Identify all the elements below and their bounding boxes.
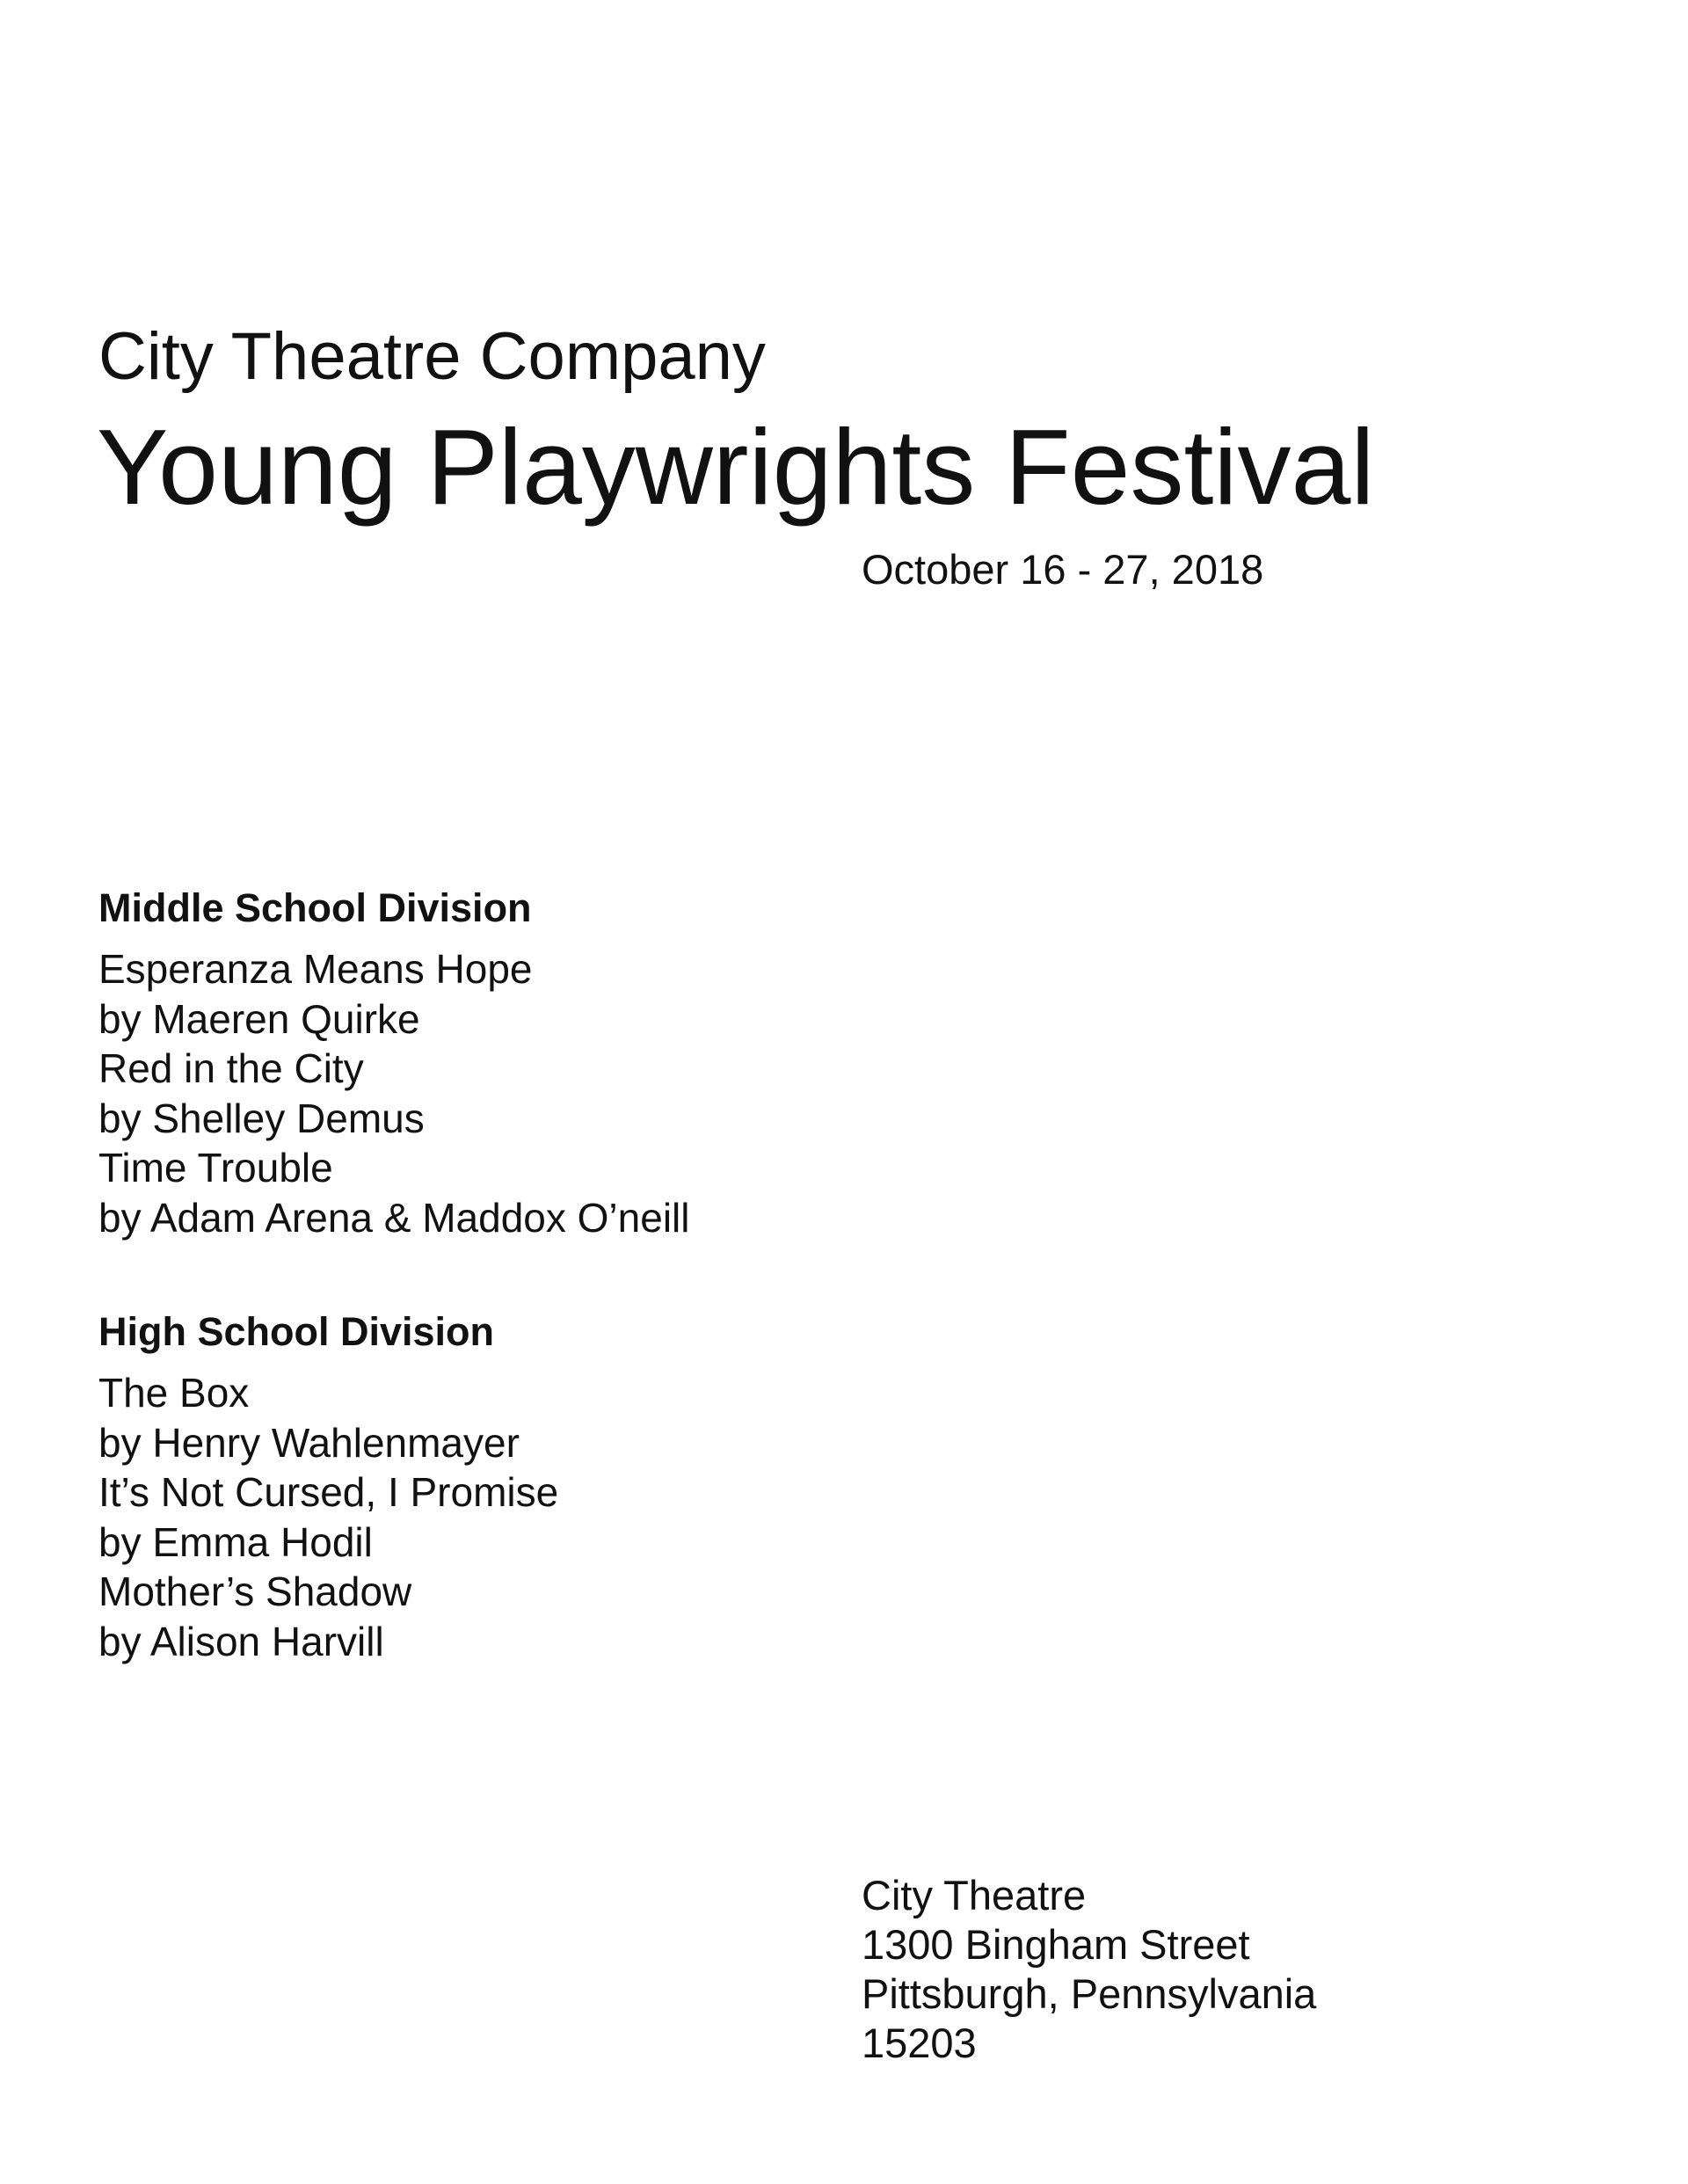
play-title: Red in the City [98,1045,364,1091]
play-entry [98,1368,890,1467]
division-heading: Middle School Division [98,885,532,930]
play-title: It’s Not Cursed, I Promise [98,1469,559,1515]
play-author: by Henry Wahlenmayer [98,1419,520,1466]
play-title: Mother’s Shadow [98,1569,412,1614]
high-school-division [98,1305,890,1666]
play-author: by Shelley Demus [98,1095,425,1141]
city-state: Pittsburgh, Pennsylvania [862,1970,1317,2017]
play-author: by Adam Arena & Maddox O’neill [98,1194,690,1241]
festival-title: Young Playwrights Festival [97,407,1375,527]
company-name: City Theatre Company [98,319,766,394]
play-title: Time Trouble [98,1145,333,1190]
venue-name: City Theatre [862,1872,1087,1918]
play-author: by Maeren Quirke [98,995,420,1042]
play-entry [98,1567,890,1666]
play-entry [98,944,890,1044]
festival-dates: October 16 - 27, 2018 [862,546,1264,593]
zip-code: 15203 [862,2020,977,2066]
play-entry [98,1143,890,1242]
venue-address [862,1871,1316,2068]
play-entry [98,1044,890,1143]
middle-school-division [98,881,890,1242]
street-address: 1300 Bingham Street [862,1921,1250,1968]
play-entry [98,1467,890,1567]
play-title: Esperanza Means Hope [98,946,533,992]
play-author: by Alison Harvill [98,1618,384,1664]
division-heading: High School Division [98,1309,495,1354]
play-author: by Emma Hodil [98,1518,373,1565]
play-title: The Box [98,1370,250,1416]
